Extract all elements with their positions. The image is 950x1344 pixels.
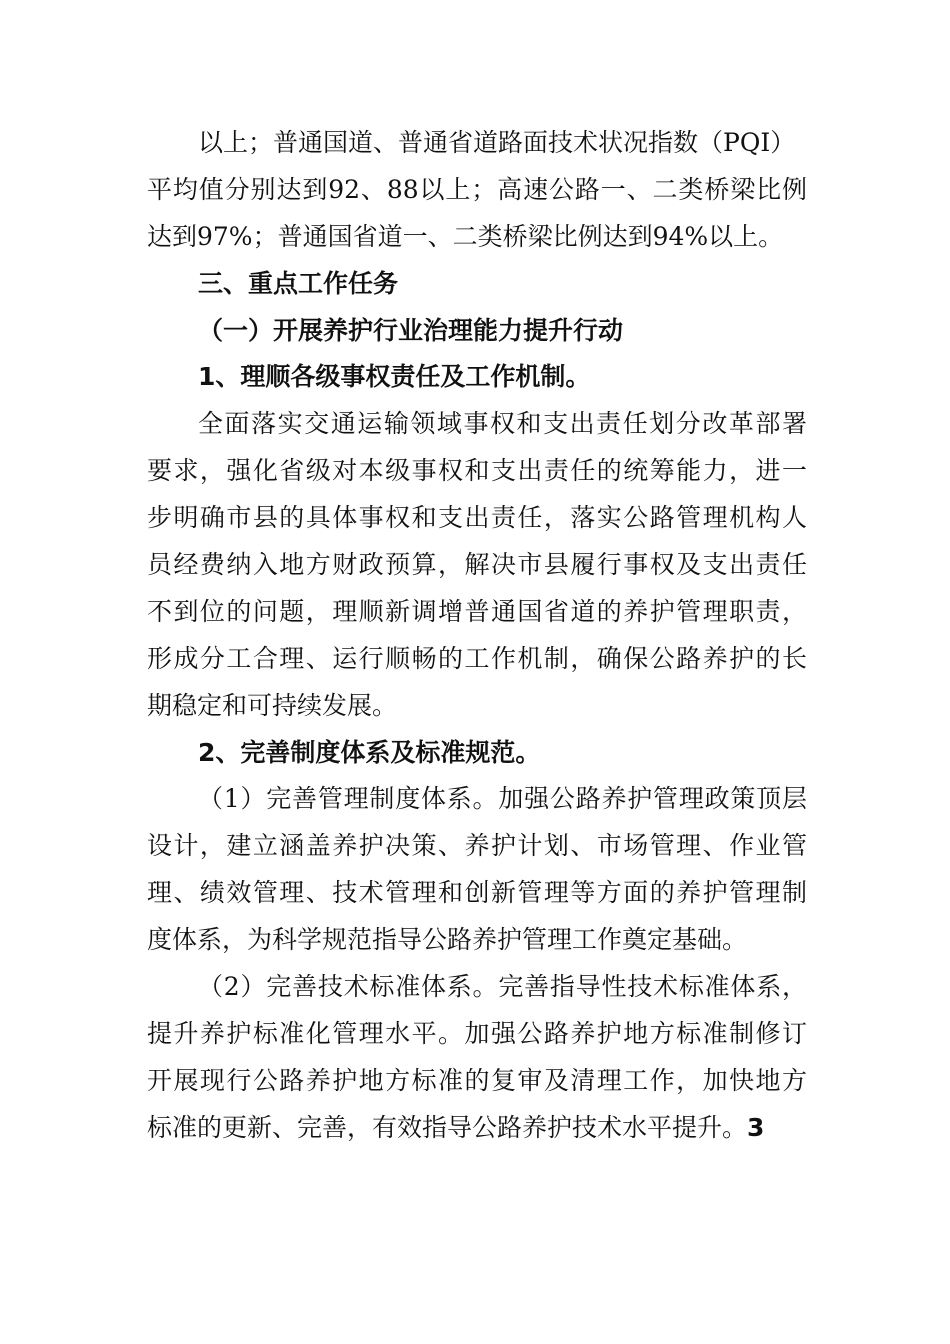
text-line: 不到位的问题，理顺新调增普通国省道的养护管理职责， <box>147 596 807 626</box>
text-line: 理、绩效管理、技术管理和创新管理等方面的养护管理制 <box>147 878 807 908</box>
text-line: 达到97%；普通国省道一、二类桥梁比例达到94%以上。 <box>147 221 784 251</box>
item-heading: 2、完善制度体系及标准规范。 <box>198 737 541 767</box>
text-line: 期稳定和可持续发展。 <box>147 690 398 720</box>
text-line: 提升养护标准化管理水平。加强公路养护地方标准制修订 <box>147 1018 807 1048</box>
page-number: 3 <box>747 1112 765 1142</box>
subsection-heading: （一）开展养护行业治理能力提升行动 <box>198 315 624 345</box>
text-line: 度体系，为科学规范指导公路养护管理工作奠定基础。 <box>147 925 748 955</box>
text-line-with-page-number <box>147 1105 807 1152</box>
text-line: 员经费纳入地方财政预算，解决市县履行事权及支出责任 <box>147 550 807 580</box>
text-line: 要求，强化省级对本级事权和支出责任的统筹能力，进一 <box>147 456 807 486</box>
text-line: 标准的更新、完善，有效指导公路养护技术水平提升。 <box>147 1112 748 1142</box>
text-line: 平均值分别达到92、88以上；高速公路一、二类桥梁比例 <box>147 174 807 204</box>
text-line: （1）完善管理制度体系。加强公路养护管理政策顶层 <box>198 784 807 814</box>
item-heading: 1、理顺各级事权责任及工作机制。 <box>198 362 591 392</box>
text-line: 开展现行公路养护地方标准的复审及清理工作，加快地方 <box>147 1065 807 1095</box>
document-body <box>147 120 807 1152</box>
text-line: 全面落实交通运输领域事权和支出责任划分改革部署 <box>198 409 807 439</box>
text-line: 以上；普通国道、普通省道路面技术状况指数（PQI） <box>198 128 796 157</box>
text-line: 形成分工合理、运行顺畅的工作机制，确保公路养护的长 <box>147 643 807 673</box>
text-line: （2）完善技术标准体系。完善指导性技术标准体系， <box>198 972 807 1002</box>
section-heading: 三、重点工作任务 <box>198 268 399 298</box>
text-line: 设计，建立涵盖养护决策、养护计划、市场管理、作业管 <box>147 831 807 861</box>
text-line: 步明确市县的具体事权和支出责任，落实公路管理机构人 <box>147 503 807 533</box>
